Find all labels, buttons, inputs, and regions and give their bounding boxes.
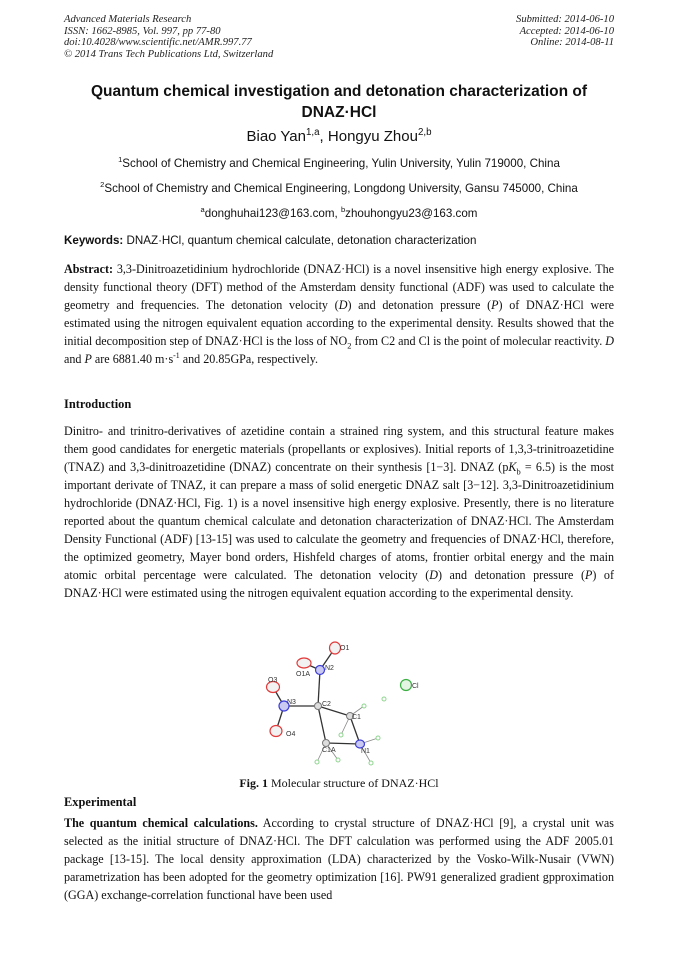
affiliation-text: School of Chemistry and Chemical Engineering, Yulin University, Yulin 719000, China: [122, 157, 560, 170]
atom-label-c1: C1: [352, 714, 361, 721]
abstract-label: Abstract:: [64, 262, 114, 276]
affiliation-2: [0, 182, 678, 196]
experimental-heading: Experimental: [64, 795, 137, 809]
affiliation-mark: 1: [118, 155, 123, 165]
experimental-body: According to crystal structure of DNAZ·HCl [9], a crystal unit was selected as the initial structure of DNAZ·HCl. The DFT calculation was performed using the ADF 2005.01 package [13-15]. The local density approximation (LDA) characterized by the Vosko-Wilk-Nusair (VWN) parametrization has been adopted for the geometry optimization [16]. PW91 generalized gradient gpproximation (GGA) exchange-correlation functional have been used: [64, 816, 614, 903]
superscript: -1: [173, 351, 180, 361]
molecular-structure-figure: [238, 636, 438, 771]
atom-label-c2: C2: [322, 701, 331, 708]
abstract-text: 3,3-Dinitroazetidinium hydrochloride (DNAZ·HCl) is a novel insensitive high energy explosive. The density functional theory (DFT) method of the Amsterdam density functional (ADF) was used to calculate the geometry and frequencies. The detonation velocity (: [64, 262, 614, 313]
caption-label: Fig. 1: [239, 776, 269, 790]
atom-label-o4: O4: [286, 731, 296, 738]
author-affiliation-mark: 1,a: [305, 127, 320, 138]
subscript: b: [516, 466, 521, 477]
email-b[interactable]: zhouhongyu23@163.com: [345, 207, 478, 220]
issn-line: ISSN: 1662-8985, Vol. 997, pp 77-80: [64, 25, 221, 37]
author-name: Biao Yan: [246, 128, 306, 145]
journal-header: [64, 14, 273, 60]
introduction-text: [64, 422, 614, 602]
symbol-d: D: [429, 568, 438, 583]
keywords-label: Keywords:: [64, 234, 124, 247]
intro-text: ) of DNAZ·HCl were estimated using the nitrogen equivalent equation according to the experimental density.: [64, 568, 615, 601]
symbol-d: D: [338, 298, 348, 313]
email-mark: a: [200, 205, 205, 215]
submitted-date: Submitted: 2014-06-10: [516, 14, 614, 25]
email-a[interactable]: donghuhai123@163.com,: [204, 207, 341, 220]
atom-label-n3: N3: [287, 699, 296, 706]
paper-title: [60, 81, 618, 123]
symbol-p: P: [84, 352, 92, 367]
author-list: [0, 128, 678, 146]
intro-text: ) and detonation pressure (: [437, 568, 585, 583]
atom-label-o1a: O1A: [296, 671, 311, 678]
introduction-heading: Introduction: [64, 397, 132, 411]
intro-text: = 6.5) is the most important derivate of TNAZ, it can prepare a mass of solid energetic DNAZ salt [3−12]. 3,3-Dinitroazetidinium hydrochloride (DNAZ·HCl, Fig. 1) is a novel insensitive high energy explosive. Presently, there is no literature reported about the quantum chemical calculate and detonation characterization of DNAZ·HCl. The Amsterdam Density Functional (ADF) [13-15] was used to calculate the geometry and frequencies of DNAZ·HCl, therefore, the optimized geometry, Mayer bond orders, Hishfeld charges of atoms, frontier orbital energy and the main atomic orbital percentage were calculated. The detonation velocity (: [64, 460, 614, 583]
atom-label-n1: N1: [361, 748, 370, 755]
keywords: [64, 234, 616, 248]
title-line-2: DNAZ·HCl: [301, 104, 377, 121]
subsection-heading: The quantum chemical calculations.: [64, 816, 258, 830]
abstract-text: are 6881.40 m·s: [91, 352, 174, 367]
caption-text: Molecular structure of DNAZ·HCl: [268, 776, 439, 790]
symbol-k: K: [508, 460, 517, 475]
copyright-line: © 2014 Trans Tech Publications Ltd, Switzerland: [64, 48, 274, 60]
author-affiliation-mark: 2,b: [417, 127, 432, 138]
abstract: [64, 260, 614, 368]
abstract-text: and 20.85GPa, respectively.: [179, 352, 318, 367]
online-date: Online: 2014-08-11: [530, 37, 614, 49]
doi-link[interactable]: doi:10.4028/www.scientific.net/AMR.997.77: [64, 37, 252, 49]
affiliation-text: School of Chemistry and Chemical Engineering, Longdong University, Gansu 745000, China: [104, 182, 578, 195]
keywords-text: DNAZ·HCl, quantum chemical calculate, detonation characterization: [123, 234, 477, 247]
atom-label-o1: O1: [340, 645, 350, 652]
atom-label-cl: Cl: [412, 683, 419, 690]
abstract-text: ) and detonation pressure (: [347, 298, 492, 313]
author-separator: ,: [319, 128, 328, 145]
experimental-text: [64, 814, 614, 904]
atom-label-n2: N2: [325, 665, 334, 672]
author-emails: [0, 207, 678, 221]
intro-text: Dinitro- and trinitro-derivatives of azetidine contain a strained ring system, and this structural feature makes them good candidates for energetic materials (propellants or explosives). Initial reports of 1,3,3-trinitroazetidine (TNAZ) and 3,3-dinitroazetidine (DNAZ) concentrate on their synthesis [1−3]. DNAZ (p: [64, 424, 614, 475]
affiliation-mark: 2: [100, 180, 105, 190]
atom-label-o3: O3: [268, 677, 278, 684]
journal-name: Advanced Materials Research: [64, 14, 192, 25]
dates-header: [516, 14, 614, 49]
email-mark: b: [340, 205, 346, 215]
figure-caption: [0, 776, 678, 791]
atom-label-c1a: C1A: [322, 747, 336, 754]
title-line-1: Quantum chemical investigation and detonation characterization of: [90, 83, 588, 100]
abstract-text: from C2 and Cl is the point of molecular reactivity.: [351, 334, 606, 349]
abstract-text: ) of DNAZ·HCl were estimated using the nitrogen equivalent equation according to the experimental density. Results showed that the initial decomposition step of DNAZ·HCl is the loss of NO: [64, 298, 614, 349]
symbol-d: D: [605, 334, 614, 349]
symbol-p: P: [584, 568, 593, 583]
symbol-p: P: [491, 298, 499, 313]
subscript: 2: [347, 340, 352, 351]
author-name: Hongyu Zhou: [327, 128, 418, 145]
abstract-text: and: [64, 352, 85, 367]
accepted-date: Accepted: 2014-06-10: [519, 25, 614, 37]
affiliation-1: [0, 157, 678, 171]
